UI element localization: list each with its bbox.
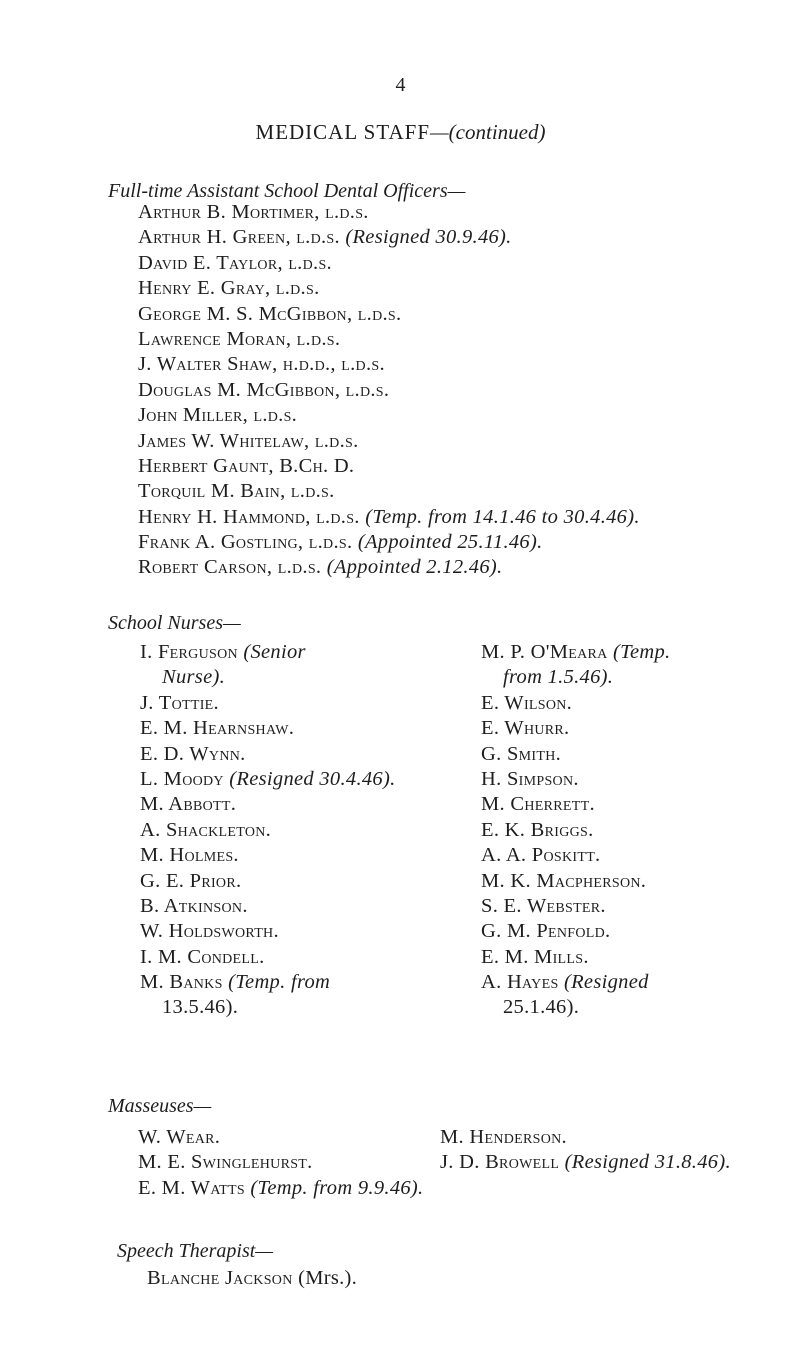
- dental-officer-name: George M. S. McGibbon, l.d.s.: [138, 302, 402, 325]
- nurse-row: [481, 970, 670, 995]
- dental-officer-name: Frank A. Gostling, l.d.s.: [138, 531, 353, 554]
- masseuse-row: [138, 1176, 731, 1201]
- speech-therapist: [147, 1266, 357, 1291]
- nurse-name: S. E. Webster.: [481, 894, 606, 917]
- nurse-note: (Resigned: [563, 971, 649, 994]
- masseuse-name: J. D. Browell: [440, 1151, 560, 1174]
- dental-officer-row: [138, 454, 640, 479]
- dental-officer-row: [138, 327, 640, 352]
- dental-officer-name: Douglas M. McGibbon, l.d.s.: [138, 378, 390, 401]
- dental-officer-note: (Appointed 2.12.46).: [326, 556, 503, 579]
- nurse-note-cont: Nurse).: [162, 666, 226, 689]
- nurse-row: [140, 818, 396, 843]
- nurse-row: [140, 716, 396, 741]
- nurse-row: [140, 869, 396, 894]
- nurse-name: A. Shackleton.: [140, 818, 272, 841]
- nurse-note: (Senior: [243, 641, 306, 663]
- dental-officer-note: (Appointed 25.11.46).: [357, 531, 543, 554]
- nurse-name: G. E. Prior.: [140, 869, 242, 892]
- nurse-name: L. Moody: [140, 767, 224, 790]
- nurse-name: G. M. Penfold.: [481, 920, 611, 943]
- dental-officer-row: [138, 302, 640, 327]
- nurse-note-cont: 13.5.46).: [162, 996, 239, 1019]
- nurse-row: [481, 691, 670, 716]
- nurse-name: H. Simpson.: [481, 767, 579, 790]
- dental-officer-row: [138, 530, 640, 555]
- dental-officer-name: Lawrence Moran, l.d.s.: [138, 327, 341, 350]
- speech-heading: Speech Therapist—: [117, 1240, 274, 1262]
- dental-officer-note: (Resigned 30.9.46).: [345, 226, 512, 249]
- nurse-row: [481, 716, 670, 741]
- speech-therapist-row: [147, 1266, 357, 1291]
- nurse-name: E. K. Briggs.: [481, 818, 594, 841]
- nurse-row: [481, 792, 670, 817]
- nurse-row-continuation: [140, 995, 396, 1020]
- page-title: [0, 120, 801, 145]
- nurse-name: M. Abbott.: [140, 793, 237, 816]
- nurse-row: [481, 767, 670, 792]
- nurse-row: [140, 843, 396, 868]
- nurse-name: M. Banks: [140, 971, 223, 994]
- nurse-name: E. Wilson.: [481, 691, 573, 714]
- dental-heading: Full-time Assistant School Dental Officers—: [108, 180, 466, 202]
- nurse-row: [140, 919, 396, 944]
- masseuse-row: [138, 1150, 731, 1175]
- dental-officer-name: Arthur B. Mortimer, l.d.s.: [138, 201, 369, 223]
- nurses-heading: School Nurses—: [108, 612, 241, 634]
- masseuse-name: M. Henderson.: [440, 1126, 567, 1148]
- dental-officer-name: Arthur H. Green, l.d.s.: [138, 226, 340, 249]
- page-title-text: MEDICAL STAFF: [255, 120, 430, 144]
- masseuse-note: (Temp. from 9.9.46).: [250, 1176, 424, 1199]
- dental-officer-row: [138, 429, 640, 454]
- dental-officers-list: [138, 200, 640, 581]
- nurse-name: G. Smith.: [481, 742, 562, 765]
- nurse-note: (Temp. from: [228, 971, 331, 994]
- nurse-row: [140, 894, 396, 919]
- masseuse-name: W. Wear.: [138, 1126, 221, 1148]
- dental-officer-name: Henry H. Hammond, l.d.s.: [138, 505, 360, 528]
- dental-officer-row: [138, 225, 640, 250]
- page-title-continued: —(continued): [430, 120, 546, 144]
- masseuses-list: [138, 1125, 731, 1201]
- dental-officer-row: [138, 276, 640, 301]
- dental-officer-note: (Temp. from 14.1.46 to 30.4.46).: [365, 505, 640, 528]
- nurse-name: E. M. Mills.: [481, 945, 589, 968]
- nurse-row: [140, 767, 396, 792]
- dental-officer-row: [138, 378, 640, 403]
- nurse-name: E. Whurr.: [481, 717, 570, 740]
- nurse-name: M. Holmes.: [140, 844, 239, 867]
- nurse-row: [140, 970, 396, 995]
- dental-officer-name: John Miller, l.d.s.: [138, 404, 298, 427]
- nurse-note: (Temp.: [613, 641, 671, 663]
- nurse-name: M. P. O'Meara: [481, 641, 608, 663]
- masseuse-name: E. M. Watts: [138, 1176, 245, 1199]
- masseuses-heading: Masseuses—: [108, 1095, 212, 1117]
- nurse-row: [481, 742, 670, 767]
- dental-officer-name: Herbert Gaunt, B.Ch. D.: [138, 454, 355, 477]
- masseuse-note: (Resigned 31.8.46).: [564, 1151, 731, 1174]
- nurse-name: A. A. Poskitt.: [481, 844, 601, 867]
- nurse-name: W. Holdsworth.: [140, 920, 279, 943]
- dental-officer-name: Torquil M. Bain, l.d.s.: [138, 480, 335, 503]
- dental-officer-row: [138, 505, 640, 530]
- masseuse-row: [138, 1125, 731, 1150]
- page-number: 4: [395, 74, 406, 96]
- nurse-name: I. Ferguson: [140, 641, 238, 663]
- nurse-row: [481, 818, 670, 843]
- dental-officer-row: [138, 251, 640, 276]
- nurse-name: I. M. Condell.: [140, 945, 265, 968]
- nurse-row: [481, 894, 670, 919]
- nurse-row-continuation: [481, 995, 670, 1020]
- nurse-row: [481, 945, 670, 970]
- nurses-left-column: [140, 640, 396, 1021]
- nurse-name: M. K. Macpherson.: [481, 869, 647, 892]
- nurse-name: M. Cherrett.: [481, 793, 595, 816]
- nurse-name: J. Tottie.: [140, 691, 219, 714]
- nurse-note-cont: 25.1.46).: [503, 996, 580, 1019]
- nurse-row: [140, 640, 396, 665]
- nurses-right-column: [481, 640, 670, 1021]
- nurse-row: [481, 919, 670, 944]
- nurse-row: [140, 945, 396, 970]
- nurse-note: (Resigned 30.4.46).: [229, 767, 396, 790]
- masseuse-name: M. E. Swinglehurst.: [138, 1151, 313, 1174]
- nurse-name: A. Hayes: [481, 971, 559, 994]
- nurse-row-continuation: [140, 665, 396, 690]
- nurse-row: [481, 843, 670, 868]
- dental-officer-name: David E. Taylor, l.d.s.: [138, 251, 332, 274]
- nurse-row: [140, 691, 396, 716]
- dental-officer-name: J. Walter Shaw, h.d.d., l.d.s.: [138, 353, 385, 376]
- dental-officer-name: Robert Carson, l.d.s.: [138, 556, 322, 579]
- nurse-row: [140, 742, 396, 767]
- speech-therapist-name: Blanche Jackson: [147, 1267, 293, 1289]
- dental-officer-row: [138, 555, 640, 580]
- dental-officer-name: James W. Whitelaw, l.d.s.: [138, 429, 359, 452]
- nurse-row: [481, 640, 670, 665]
- nurse-name: E. M. Hearnshaw.: [140, 717, 295, 740]
- dental-officer-row: [138, 352, 640, 377]
- speech-therapist-suffix: (Mrs.).: [298, 1267, 358, 1289]
- nurse-row: [481, 869, 670, 894]
- nurse-note-cont: from 1.5.46).: [503, 666, 614, 689]
- nurse-row: [140, 792, 396, 817]
- nurse-name: E. D. Wynn.: [140, 742, 246, 765]
- nurse-name: B. Atkinson.: [140, 894, 248, 917]
- dental-officer-row: [138, 403, 640, 428]
- nurse-row-continuation: [481, 665, 670, 690]
- dental-officer-name: Henry E. Gray, l.d.s.: [138, 277, 320, 300]
- dental-officer-row: [138, 200, 640, 225]
- dental-officer-row: [138, 479, 640, 504]
